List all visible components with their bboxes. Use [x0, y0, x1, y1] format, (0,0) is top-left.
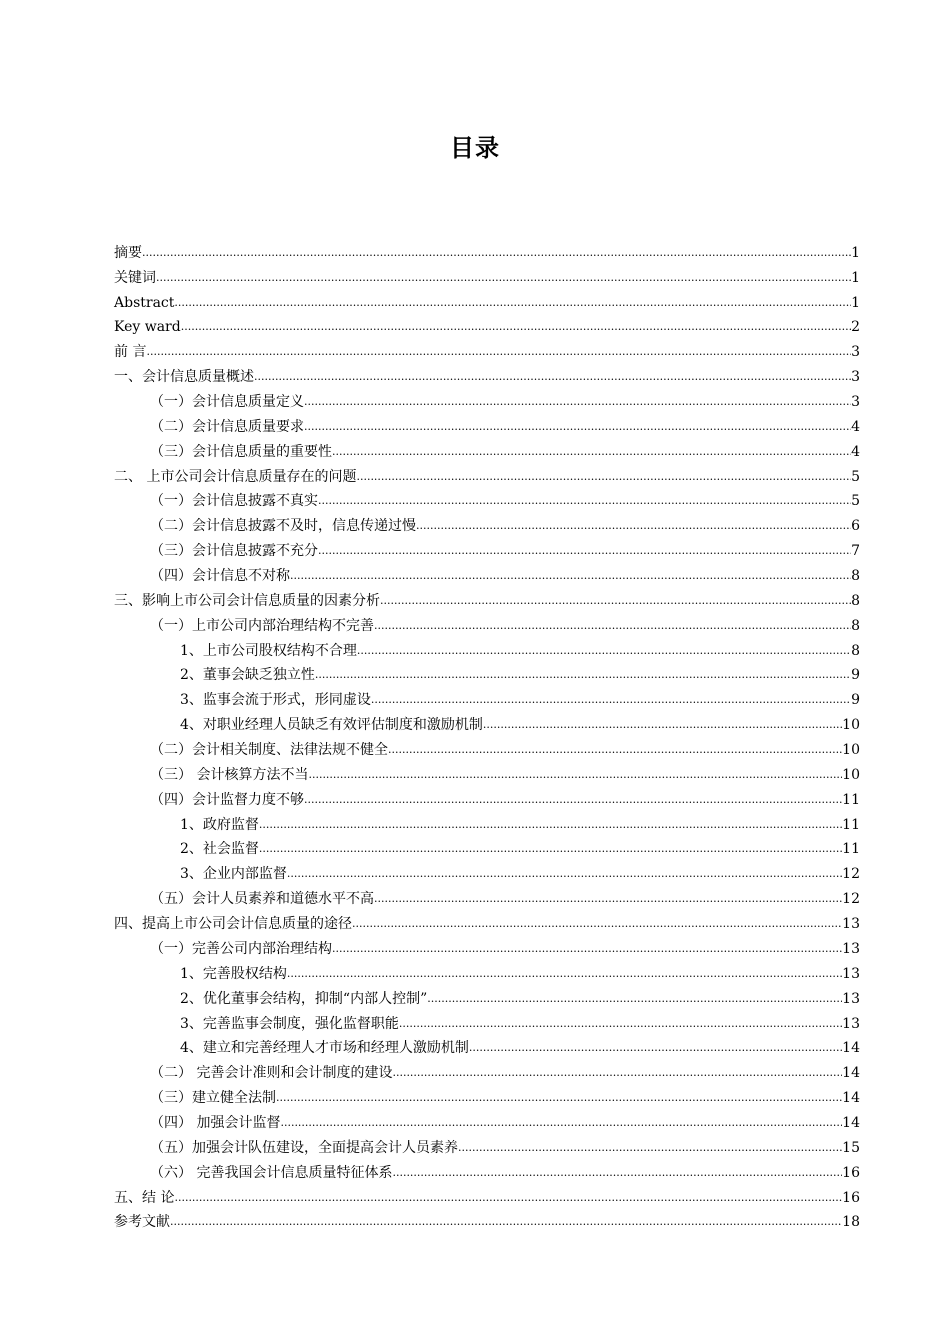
toc-dot-leader [181, 319, 851, 335]
toc-entry[interactable] [114, 311, 860, 336]
toc-entry-page-number: 13 [842, 1015, 860, 1032]
toc-dot-leader [332, 444, 851, 460]
toc-entry-label: （四） 加强会计监督 [150, 1114, 281, 1131]
toc-entry[interactable] [114, 534, 860, 559]
toc-entry-label: 3、企业内部监督 [180, 866, 287, 883]
toc-dot-leader [304, 419, 851, 435]
toc-entry[interactable] [114, 882, 860, 907]
toc-entry-page-number: 11 [842, 841, 860, 858]
toc-entry-label: （四）会计监督力度不够 [150, 791, 304, 808]
toc-entry-label: 2、优化董事会结构，抑制“内部人控制” [180, 990, 428, 1007]
toc-entry-label: 1、政府监督 [180, 816, 259, 833]
toc-entry-page-number: 13 [842, 940, 860, 957]
toc-entry-label: 1、完善股权结构 [180, 965, 287, 982]
toc-entry-label: （四）会计信息不对称 [150, 568, 290, 585]
toc-dot-leader [374, 618, 851, 634]
toc-dot-leader [156, 270, 851, 286]
toc-entry[interactable] [114, 335, 860, 360]
toc-entry-page-number: 4 [851, 443, 860, 460]
toc-dot-leader [356, 469, 851, 485]
toc-entry-page-number: 6 [851, 518, 860, 535]
toc-entry-page-number: 16 [842, 1164, 860, 1181]
toc-dot-leader [469, 1040, 842, 1056]
toc-entry-label: 1、上市公司股权结构不合理 [180, 642, 357, 659]
toc-entry-page-number: 3 [851, 344, 860, 361]
toc-dot-leader [318, 543, 851, 559]
toc-dot-leader [388, 742, 842, 758]
toc-entry[interactable] [114, 509, 860, 534]
toc-dot-leader [174, 295, 851, 311]
toc-dot-leader [427, 991, 842, 1007]
toc-entry-label: （二）会计信息披露不及时，信息传递过慢 [150, 518, 416, 535]
toc-dot-leader [392, 1065, 842, 1081]
toc-entry-label: Key ward [114, 319, 181, 336]
toc-entry[interactable] [114, 385, 860, 410]
toc-dot-leader [392, 1165, 842, 1181]
toc-entry-page-number: 10 [842, 766, 860, 783]
toc-entry[interactable] [114, 1007, 860, 1032]
toc-entry-page-number: 8 [851, 617, 860, 634]
toc-entry[interactable] [114, 1106, 860, 1131]
toc-entry-page-number: 8 [851, 568, 860, 585]
toc-entry-page-number: 8 [851, 642, 860, 659]
toc-entry-page-number: 13 [842, 916, 860, 933]
toc-entry-label: 一、会计信息质量概述 [114, 369, 254, 386]
toc-entry[interactable] [114, 1156, 860, 1181]
toc-entry[interactable] [114, 1032, 860, 1057]
toc-entry-label: （一）完善公司内部治理结构 [150, 940, 332, 957]
toc-entry-label: （三）会计信息披露不充分 [150, 543, 318, 560]
toc-entry[interactable] [114, 1081, 860, 1106]
toc-dot-leader [280, 1115, 842, 1131]
toc-entry[interactable] [114, 460, 860, 485]
toc-dot-leader [259, 841, 842, 857]
toc-entry-label: （六） 完善我国会计信息质量特征体系 [150, 1164, 393, 1181]
toc-entry[interactable] [114, 559, 860, 584]
toc-dot-leader [287, 866, 842, 882]
toc-entry[interactable] [114, 708, 860, 733]
toc-dot-leader [304, 792, 842, 808]
toc-entry-label: （三） 会计核算方法不当 [150, 766, 309, 783]
toc-dot-leader [458, 1140, 842, 1156]
toc-entry-label: （二）会计信息质量要求 [150, 418, 304, 435]
toc-entry-page-number: 2 [851, 319, 860, 336]
toc-dot-leader [332, 941, 842, 957]
toc-dot-leader [276, 1090, 842, 1106]
toc-entry-label: 2、社会监督 [180, 841, 259, 858]
toc-entry-label: （一）会计信息披露不真实 [150, 493, 318, 510]
toc-entry-page-number: 14 [842, 1040, 860, 1057]
toc-entry-page-number: 16 [842, 1189, 860, 1206]
toc-entry-label: 五、结 论 [114, 1189, 175, 1206]
toc-title: 目录 [450, 134, 500, 162]
toc-entry-label: （二）会计相关制度、法律法规不健全 [150, 742, 388, 759]
toc-entry[interactable] [114, 435, 860, 460]
toc-dot-leader [254, 369, 851, 385]
toc-entry-label: （二） 完善会计准则和会计制度的建设 [150, 1065, 393, 1082]
toc-entry[interactable] [114, 360, 860, 385]
toc-entry-label: 二、 上市公司会计信息质量存在的问题 [114, 468, 357, 485]
toc-dot-leader [170, 1214, 842, 1230]
toc-entry[interactable] [114, 1131, 860, 1156]
table-of-contents [114, 236, 860, 1230]
toc-entry-page-number: 8 [851, 592, 860, 609]
toc-dot-leader [357, 643, 851, 659]
toc-entry-page-number: 9 [851, 692, 860, 709]
toc-dot-leader [318, 493, 851, 509]
toc-dot-leader [399, 1016, 842, 1032]
toc-dot-leader [315, 667, 851, 683]
toc-dot-leader [174, 1190, 842, 1206]
toc-entry-label: （五）会计人员素养和道德水平不高 [150, 891, 374, 908]
toc-entry[interactable] [114, 957, 860, 982]
toc-entry-label: 参考文献 [114, 1214, 170, 1231]
toc-dot-leader [416, 518, 851, 534]
toc-entry-page-number: 14 [842, 1065, 860, 1082]
toc-entry[interactable] [114, 261, 860, 286]
toc-entry[interactable] [114, 1056, 860, 1081]
toc-entry-label: 三、影响上市公司会计信息质量的因素分析 [114, 592, 380, 609]
toc-entry-page-number: 10 [842, 742, 860, 759]
toc-entry-page-number: 1 [851, 244, 860, 261]
toc-entry-label: （三）建立健全法制 [150, 1090, 276, 1107]
toc-dot-leader [371, 692, 851, 708]
toc-entry[interactable] [114, 683, 860, 708]
toc-entry-page-number: 12 [842, 891, 860, 908]
toc-dot-leader [259, 817, 842, 833]
toc-dot-leader [380, 593, 851, 609]
toc-entry-label: 3、完善监事会制度，强化监督职能 [180, 1015, 399, 1032]
toc-entry-page-number: 18 [842, 1214, 860, 1231]
toc-dot-leader [287, 966, 842, 982]
toc-entry-label: （一）上市公司内部治理结构不完善 [150, 617, 374, 634]
toc-entry-label: 四、提高上市公司会计信息质量的途径 [114, 916, 352, 933]
toc-dot-leader [483, 717, 842, 733]
toc-entry[interactable] [114, 485, 860, 510]
toc-entry[interactable] [114, 1206, 860, 1231]
toc-entry-page-number: 1 [851, 294, 860, 311]
toc-entry-page-number: 7 [851, 543, 860, 560]
toc-entry-page-number: 3 [851, 394, 860, 411]
toc-entry-page-number: 14 [842, 1114, 860, 1131]
toc-entry-page-number: 1 [851, 269, 860, 286]
toc-dot-leader [352, 916, 842, 932]
toc-entry-label: 摘要 [114, 244, 142, 261]
toc-dot-leader [308, 767, 842, 783]
toc-entry[interactable] [114, 634, 860, 659]
toc-entry-label: （三）会计信息质量的重要性 [150, 443, 332, 460]
toc-entry[interactable] [114, 584, 860, 609]
toc-entry[interactable] [114, 907, 860, 932]
toc-entry-page-number: 14 [842, 1090, 860, 1107]
toc-dot-leader [142, 245, 851, 261]
toc-entry-page-number: 13 [842, 990, 860, 1007]
toc-entry[interactable] [114, 659, 860, 684]
toc-entry[interactable] [114, 733, 860, 758]
toc-dot-leader [374, 891, 842, 907]
toc-entry-page-number: 5 [851, 468, 860, 485]
toc-entry-label: 3、监事会流于形式，形同虚设 [180, 692, 371, 709]
toc-dot-leader [290, 568, 851, 584]
toc-entry[interactable] [114, 410, 860, 435]
toc-entry-page-number: 15 [842, 1139, 860, 1156]
toc-entry-page-number: 9 [851, 667, 860, 684]
toc-entry[interactable] [114, 236, 860, 261]
toc-entry[interactable] [114, 808, 860, 833]
toc-entry[interactable] [114, 1181, 860, 1206]
toc-entry[interactable] [114, 783, 860, 808]
toc-entry-label: 4、建立和完善经理人才市场和经理人激励机制 [180, 1040, 469, 1057]
toc-entry[interactable] [114, 857, 860, 882]
toc-entry-label: （五）加强会计队伍建设，全面提高会计人员素养 [150, 1139, 458, 1156]
toc-entry-page-number: 10 [842, 717, 860, 734]
toc-entry[interactable] [114, 833, 860, 858]
toc-entry-page-number: 4 [851, 418, 860, 435]
toc-entry[interactable] [114, 758, 860, 783]
toc-entry-page-number: 5 [851, 493, 860, 510]
toc-entry[interactable] [114, 932, 860, 957]
toc-entry-label: （一）会计信息质量定义 [150, 394, 304, 411]
toc-dot-leader [304, 394, 851, 410]
toc-entry-page-number: 12 [842, 866, 860, 883]
toc-entry-label: 2、董事会缺乏独立性 [180, 667, 315, 684]
toc-entry-page-number: 11 [842, 816, 860, 833]
toc-entry[interactable] [114, 609, 860, 634]
toc-entry[interactable] [114, 982, 860, 1007]
toc-dot-leader [146, 344, 851, 360]
toc-entry-label: 4、对职业经理人员缺乏有效评估制度和激励机制 [180, 717, 483, 734]
toc-entry-page-number: 3 [851, 369, 860, 386]
toc-entry-label: 前 言 [114, 344, 147, 361]
toc-entry-label: 关键词 [114, 269, 156, 286]
toc-entry-page-number: 11 [842, 791, 860, 808]
toc-entry-label: Abstract [114, 294, 175, 311]
toc-entry-page-number: 13 [842, 965, 860, 982]
toc-entry[interactable] [114, 286, 860, 311]
